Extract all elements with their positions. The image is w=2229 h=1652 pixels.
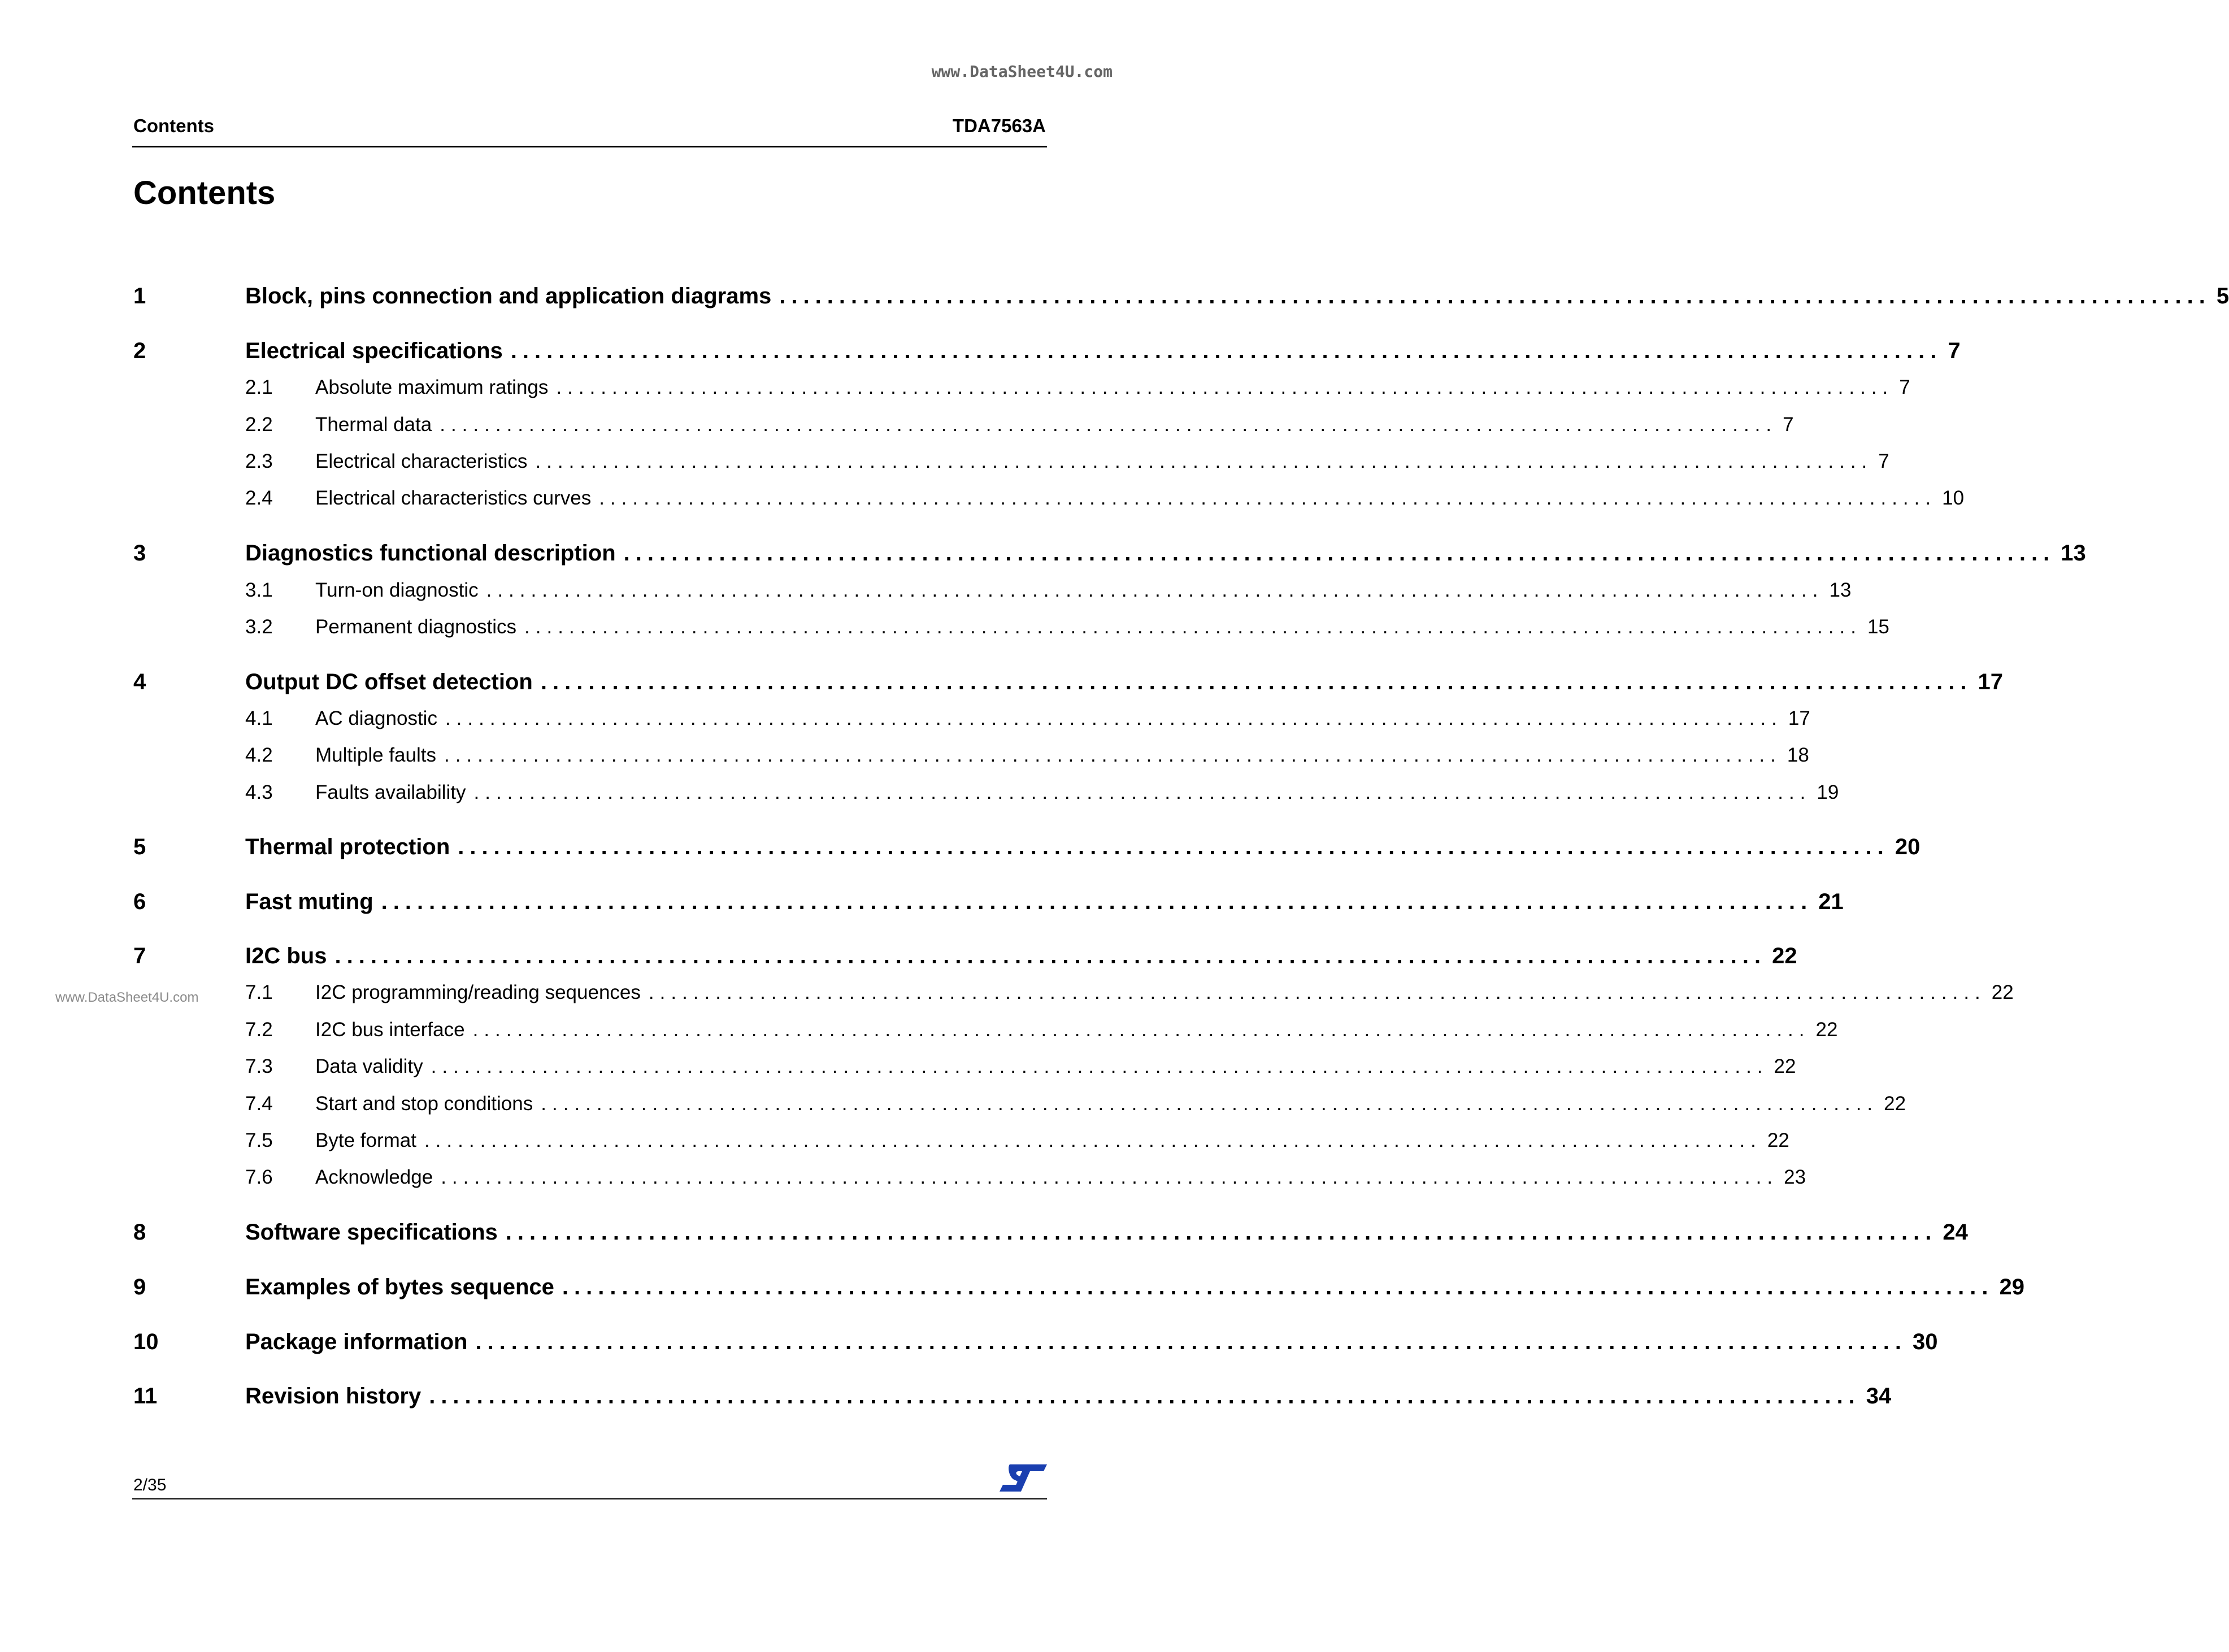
footer-rule	[132, 1498, 1047, 1499]
toc-entry-number: 4.1	[245, 707, 273, 729]
toc-dot-leader: ........................................................................................................................	[431, 1055, 1769, 1077]
toc-entry-number: 7	[133, 943, 146, 968]
toc-entry-page[interactable]: 18	[1787, 744, 1809, 766]
toc-section-entry[interactable]	[133, 1089, 1906, 1119]
toc-entry-title[interactable]: Absolute maximum ratings	[315, 376, 549, 398]
toc-entry-number: 6	[133, 889, 146, 914]
toc-entry-number: 10	[133, 1329, 159, 1354]
toc-entry-title[interactable]: Diagnostics functional description	[245, 540, 616, 566]
toc-entry-title[interactable]: Revision history	[245, 1383, 422, 1408]
toc-section-entry[interactable]	[133, 373, 1910, 402]
toc-entry-title[interactable]: Electrical characteristics	[315, 450, 528, 472]
toc-section-entry[interactable]	[133, 1126, 1789, 1155]
toc-dot-leader: ........................................................................................................................	[648, 981, 1986, 1003]
toc-entry-page[interactable]: 5	[2216, 283, 2229, 308]
toc-dot-leader: ........................................................................................................................	[562, 1274, 1994, 1299]
toc-entry-number: 7.2	[245, 1019, 273, 1041]
toc-dot-leader: ........................................................................................................................	[541, 1093, 1879, 1115]
toc-section-entry[interactable]	[133, 612, 1889, 642]
toc-dot-leader: ........................................................................................................................	[429, 1383, 1861, 1408]
toc-entry-number: 4	[133, 669, 146, 694]
toc-entry-page[interactable]: 22	[1815, 1019, 1838, 1041]
toc-entry-title[interactable]: Electrical characteristics curves	[315, 487, 592, 509]
toc-section-entry[interactable]	[133, 978, 2014, 1007]
toc-entry-page[interactable]: 34	[1866, 1383, 1892, 1408]
toc-dot-leader: ........................................................................................................................	[779, 283, 2211, 308]
toc-chapter-entry[interactable]	[133, 941, 1797, 971]
toc-chapter-entry[interactable]	[133, 336, 1961, 366]
toc-chapter-entry[interactable]	[133, 832, 1920, 862]
toc-entry-number: 11	[133, 1383, 158, 1408]
toc-section-entry[interactable]	[133, 447, 1889, 476]
toc-dot-leader: ........................................................................................................................	[441, 1166, 1779, 1188]
toc-entry-number: 2.4	[245, 487, 273, 509]
toc-entry-page[interactable]: 7	[1948, 338, 1961, 363]
toc-entry-page[interactable]: 7	[1899, 376, 1910, 398]
toc-entry-number: 2.3	[245, 450, 273, 472]
footer-page-number: 2/35	[133, 1476, 167, 1494]
watermark-top: www.DataSheet4U.com	[931, 62, 1113, 81]
toc-entry-title[interactable]: Software specifications	[245, 1219, 498, 1245]
toc-entry-title[interactable]: Turn-on diagnostic	[315, 579, 479, 601]
toc-entry-number: 4.2	[245, 744, 273, 766]
toc-chapter-entry[interactable]	[133, 887, 1844, 916]
toc-entry-title[interactable]: I2C programming/reading sequences	[315, 981, 641, 1003]
toc-section-entry[interactable]	[133, 741, 1809, 770]
toc-dot-leader: ........................................................................................................................	[505, 1219, 1937, 1245]
toc-entry-page[interactable]: 13	[2061, 540, 2086, 566]
toc-entry-title[interactable]: Package information	[245, 1329, 468, 1354]
toc-chapter-entry[interactable]	[133, 1327, 1938, 1357]
toc-section-entry[interactable]	[133, 704, 1810, 733]
toc-entry-number: 7.1	[245, 981, 273, 1003]
toc-entry-page[interactable]: 30	[1913, 1329, 1938, 1354]
toc-entry-number: 4.3	[245, 781, 273, 803]
header-section: Contents	[133, 115, 214, 136]
toc-entry-number: 2	[133, 338, 146, 363]
toc-entry-title[interactable]: Faults availability	[315, 781, 466, 803]
toc-entry-page[interactable]: 10	[1942, 487, 1965, 509]
toc-dot-leader: ........................................................................................................................	[556, 376, 1894, 398]
toc-dot-leader: ........................................................................................................................	[381, 889, 1813, 914]
toc-entry-page[interactable]: 22	[1991, 981, 2014, 1003]
toc-dot-leader: ........................................................................................................................	[510, 338, 1943, 363]
toc-section-entry[interactable]	[133, 1052, 1796, 1081]
toc-entry-number: 3.1	[245, 579, 273, 601]
toc-section-entry[interactable]	[133, 778, 1839, 807]
toc-chapter-entry[interactable]	[133, 281, 2229, 311]
toc-chapter-entry[interactable]	[133, 667, 2003, 697]
toc-entry-title[interactable]: Start and stop conditions	[315, 1093, 533, 1115]
toc-section-entry[interactable]	[133, 1015, 1838, 1045]
toc-entry-page[interactable]: 13	[1829, 579, 1852, 601]
toc-entry-page[interactable]: 7	[1783, 414, 1794, 436]
toc-entry-number: 3	[133, 540, 146, 566]
toc-entry-number: 7.5	[245, 1129, 273, 1151]
toc-entry-title[interactable]: Thermal data	[315, 414, 432, 436]
toc-entry-title[interactable]: Examples of bytes sequence	[245, 1274, 554, 1299]
toc-entry-page[interactable]: 22	[1774, 1055, 1796, 1077]
watermark-side: www.DataSheet4U.com	[55, 990, 199, 1005]
toc-entry-number: 2.1	[245, 376, 273, 398]
toc-entry-number: 7.3	[245, 1055, 273, 1077]
toc-entry-page[interactable]: 20	[1895, 834, 1920, 859]
toc-chapter-entry[interactable]	[133, 538, 2086, 568]
toc-section-entry[interactable]	[133, 1163, 1806, 1192]
toc-entry-title[interactable]: Thermal protection	[245, 834, 450, 859]
toc-entry-number: 3.2	[245, 616, 273, 638]
toc-entry-title[interactable]: Electrical specifications	[245, 338, 503, 363]
toc-entry-number: 7.4	[245, 1093, 273, 1115]
st-logo-icon	[998, 1462, 1047, 1494]
toc-dot-leader: ........................................................................................................................	[486, 579, 1824, 601]
toc-entry-page[interactable]: 21	[1818, 889, 1844, 914]
toc-entry-title[interactable]: Acknowledge	[315, 1166, 433, 1188]
toc-entry-title[interactable]: Output DC offset detection	[245, 669, 533, 694]
header-part-number: TDA7563A	[952, 115, 1046, 136]
toc-entry-title[interactable]: Multiple faults	[315, 744, 436, 766]
toc-section-entry[interactable]	[133, 576, 1852, 605]
page-title: Contents	[133, 175, 276, 211]
toc-chapter-entry[interactable]	[133, 1272, 2024, 1302]
toc-entry-number: 9	[133, 1274, 146, 1299]
toc-entry-title[interactable]: Fast muting	[245, 889, 373, 914]
toc-dot-leader: ........................................................................................................................	[334, 943, 1767, 968]
toc-entry-number: 7.6	[245, 1166, 273, 1188]
toc-dot-leader: ........................................................................................................................	[444, 744, 1782, 766]
toc-dot-leader: ........................................................................................................................	[475, 1329, 1908, 1354]
toc-entry-number: 8	[133, 1219, 146, 1245]
toc-dot-leader: ........................................................................................................................	[599, 487, 1937, 509]
toc-dot-leader: ........................................................................................................................	[473, 781, 1811, 803]
toc-entry-number: 1	[133, 283, 146, 308]
toc-entry-title[interactable]: Byte format	[315, 1129, 416, 1151]
toc-entry-page[interactable]: 29	[1999, 1274, 2024, 1299]
toc-entry-page[interactable]: 7	[1878, 450, 1889, 472]
toc-entry-title[interactable]: Permanent diagnostics	[315, 616, 517, 638]
toc-section-entry[interactable]	[133, 484, 1965, 513]
toc-entry-page[interactable]: 23	[1784, 1166, 1806, 1188]
toc-entry-page[interactable]: 17	[1788, 707, 1810, 729]
toc-entry-title[interactable]: Block, pins connection and application diagrams	[245, 283, 772, 308]
toc-entry-page[interactable]: 15	[1867, 616, 1889, 638]
toc-entry-title[interactable]: Data validity	[315, 1055, 423, 1077]
toc-entry-title[interactable]: I2C bus	[245, 943, 327, 968]
toc-entry-page[interactable]: 22	[1884, 1093, 1906, 1115]
toc-entry-number: 2.2	[245, 414, 273, 436]
toc-chapter-entry[interactable]	[133, 1218, 1968, 1247]
toc-entry-page[interactable]: 24	[1943, 1219, 1968, 1245]
toc-dot-leader: ........................................................................................................................	[424, 1129, 1762, 1151]
toc-dot-leader: ........................................................................................................................	[440, 414, 1778, 436]
toc-dot-leader: ........................................................................................................................	[623, 540, 2056, 566]
toc-entry-title[interactable]: I2C bus interface	[315, 1019, 465, 1041]
toc-entry-page[interactable]: 22	[1767, 1129, 1789, 1151]
toc-dot-leader: ........................................................................................................................	[540, 669, 1972, 694]
toc-dot-leader: ........................................................................................................................	[535, 450, 1873, 472]
toc-chapter-entry[interactable]	[133, 1381, 1892, 1411]
toc-entry-page[interactable]: 22	[1772, 943, 1797, 968]
toc-section-entry[interactable]	[133, 410, 1794, 440]
toc-dot-leader: ........................................................................................................................	[472, 1019, 1810, 1041]
toc-dot-leader: ........................................................................................................................	[445, 707, 1783, 729]
toc-entry-page[interactable]: 19	[1817, 781, 1839, 803]
toc-dot-leader: ........................................................................................................................	[458, 834, 1889, 859]
toc-entry-page[interactable]: 17	[1978, 669, 2003, 694]
toc-dot-leader: ........................................................................................................................	[524, 616, 1862, 638]
toc-entry-number: 5	[133, 834, 146, 859]
toc-entry-title[interactable]: AC diagnostic	[315, 707, 437, 729]
